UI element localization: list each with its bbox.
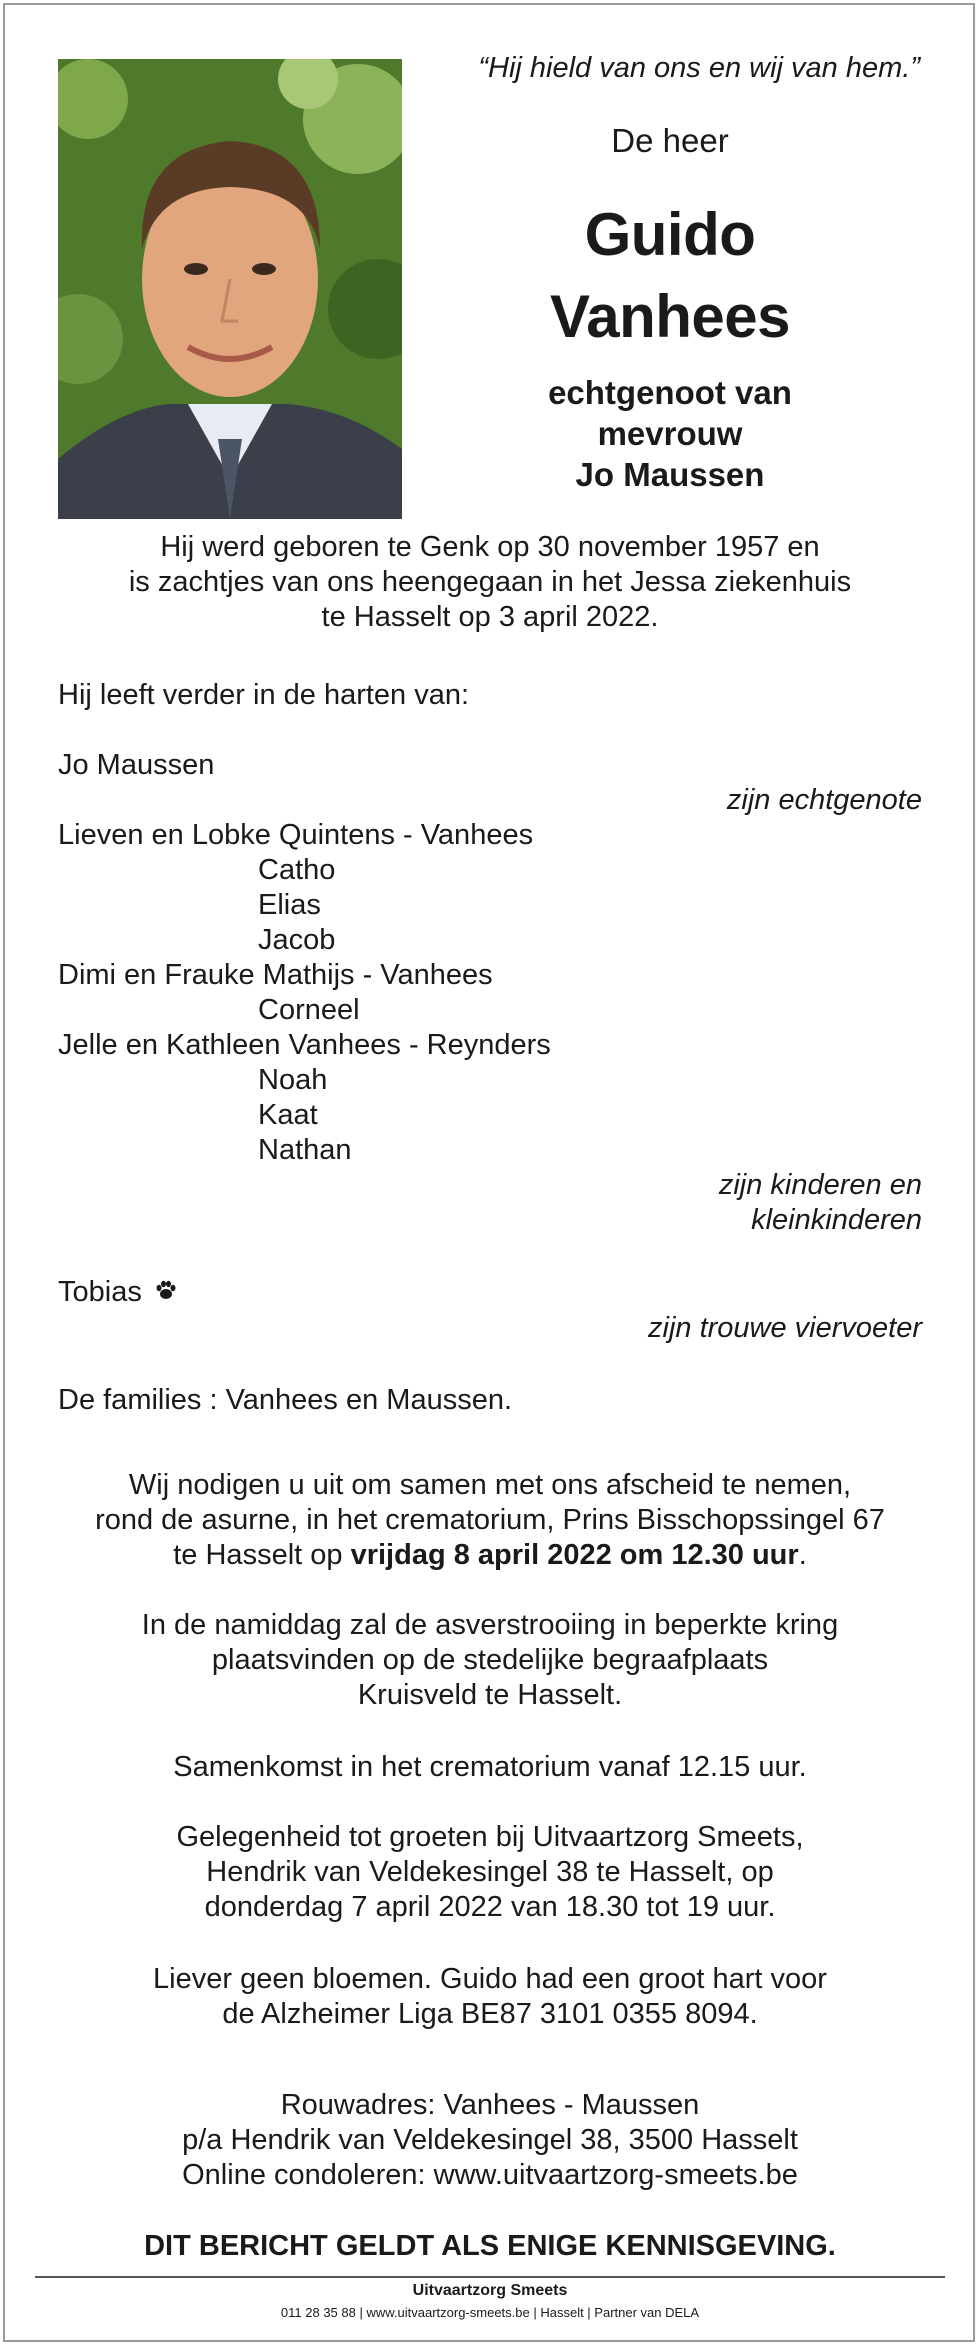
notice: DIT BERICHT GELDT ALS ENIGE KENNISGEVING. — [144, 2230, 836, 2262]
scattering-line-2: plaatsvinden op de stedelijke begraafplaats — [211, 1644, 769, 1676]
pet-name: Tobias — [58, 1276, 142, 1308]
ceremony-text — [40, 1468, 940, 1573]
scattering-line-3: Kruisveld te Hasselt. — [357, 1679, 623, 1711]
gathering-text: Samenkomst in het crematorium vanaf 12.15 uur. — [173, 1751, 807, 1783]
children-relation-line-2: kleinkinderen — [751, 1204, 922, 1236]
visitation-line-1: Gelegenheid tot groeten bij Uitvaartzorg Smeets, — [176, 1821, 804, 1853]
birth-line-3: te Hasselt op 3 april 2022. — [321, 601, 659, 633]
grandchild-name: Corneel — [258, 994, 360, 1026]
family-2: Dimi en Frauke Mathijs - Vanhees — [58, 959, 493, 991]
children-relation — [719, 1168, 922, 1238]
spouse-info — [420, 372, 920, 495]
grandchild-name: Nathan — [258, 1134, 352, 1166]
contact-text — [40, 2088, 940, 2193]
last-name: Vanhees — [550, 283, 790, 350]
birth-line-1: Hij werd geboren te Genk op 30 november 1957 en — [160, 531, 820, 563]
spouse-line-2: mevrouw — [597, 415, 743, 452]
grandchild-name: Kaat — [258, 1099, 318, 1131]
family-3: Jelle en Kathleen Vanhees - Reynders — [58, 1029, 551, 1061]
paw-icon — [154, 1276, 178, 1311]
pet-relation: zijn trouwe viervoeter — [648, 1312, 922, 1344]
survivors-intro: Hij leeft verder in de harten van: — [58, 679, 470, 711]
first-name: Guido — [584, 201, 756, 268]
grandchild-name: Elias — [258, 889, 321, 921]
portrait-photo — [58, 59, 402, 519]
children-relation-line-1: zijn kinderen en — [718, 1169, 922, 1201]
flowers-line-2: de Alzheimer Liga BE87 3101 0355 8094. — [222, 1998, 758, 2030]
grandchild-name: Jacob — [258, 924, 336, 956]
quote: “Hij hield van ons en wij van hem.” — [478, 52, 920, 84]
pet-line — [58, 1275, 178, 1311]
birth-line-2: is zachtjes van ons heengegaan in het Jessa ziekenhuis — [128, 566, 852, 598]
visitation-line-3: donderdag 7 april 2022 van 18.30 tot 19 uur. — [204, 1891, 776, 1923]
scattering-text — [40, 1608, 940, 1713]
footer-company: Uitvaartzorg Smeets — [412, 2282, 568, 2299]
ceremony-date: vrijdag 8 april 2022 om 12.30 uur — [350, 1539, 799, 1571]
family-1: Lieven en Lobke Quintens - Vanhees — [58, 819, 534, 851]
spouse-line-1: echtgenoot van — [548, 374, 792, 411]
footer-divider — [35, 2276, 945, 2278]
deceased-name — [420, 194, 920, 358]
visitation-text — [40, 1820, 940, 1925]
scattering-line-1: In de namiddag zal de asverstrooiing in beperkte kring — [141, 1609, 839, 1641]
families: De families : Vanhees en Maussen. — [58, 1384, 513, 1416]
grandchild-name: Catho — [258, 854, 336, 886]
footer-info: 011 28 35 88 | www.uitvaartzorg-smeets.be | Hasselt | Partner van DELA — [280, 2305, 700, 2320]
ceremony-line-2: rond de asurne, in het crematorium, Prins Bisschopssingel 67 — [95, 1504, 885, 1536]
contact-line-2: p/a Hendrik van Veldekesingel 38, 3500 Hasselt — [182, 2124, 798, 2156]
flowers-text — [40, 1962, 940, 2032]
birth-death-text — [40, 530, 940, 635]
spouse-relation: zijn echtgenote — [726, 784, 922, 816]
spouse-name: Jo Maussen — [58, 749, 215, 781]
grandchild-name: Noah — [258, 1064, 328, 1096]
flowers-line-1: Liever geen bloemen. Guido had een groot hart voor — [153, 1963, 827, 1995]
visitation-line-2: Hendrik van Veldekesingel 38 te Hasselt, op — [206, 1856, 774, 1888]
title-prefix: De heer — [611, 122, 729, 159]
spouse-line-3: Jo Maussen — [575, 456, 765, 493]
ceremony-line-3 — [40, 1538, 940, 1573]
ceremony-prefix: te Hasselt op — [173, 1539, 351, 1571]
contact-line-3: Online condoleren: www.uitvaartzorg-smeets.be — [182, 2159, 798, 2191]
contact-line-1: Rouwadres: Vanhees - Maussen — [280, 2089, 700, 2121]
ceremony-line-1: Wij nodigen u uit om samen met ons afscheid te nemen, — [128, 1469, 852, 1501]
ceremony-suffix: . — [798, 1539, 807, 1571]
